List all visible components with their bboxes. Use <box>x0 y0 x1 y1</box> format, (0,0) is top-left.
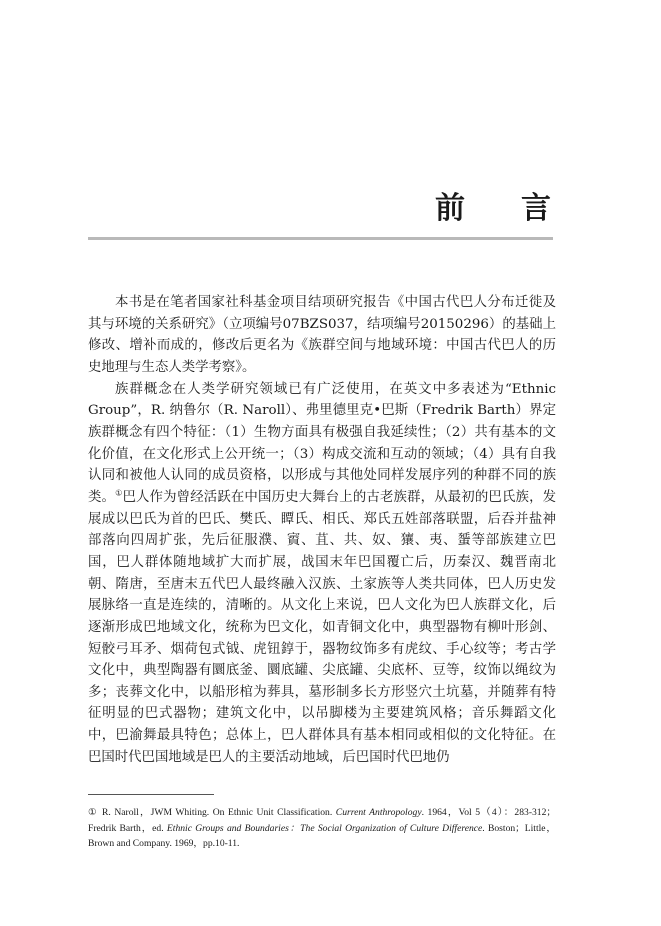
chapter-title: 前言 <box>435 191 607 226</box>
paragraph-2-part-b: 巴人作为曾经活跃在中国历史大舞台上的古老族群，从最初的巴氏族，发展成以巴氏为首的巴氏、樊氏、瞫氏、相氏、郑氏五姓部落联盟，后吞并盐神部落向四周扩张，先后征服濮、賨、苴、共、奴、獽、夷、蜑等部族建立巴国，巴人群体随地域扩大而扩展，战国末年巴国覆亡后，历秦汉、魏晋南北朝、隋唐，至唐末五代巴人最终融入汉族、土家族等人类共同体，巴人历史发展脉络一直是连续的，清晰的。从文化上来说，巴人文化为巴人族群文化，后逐渐形成巴地域文化，统称为巴文化，如青铜文化中，典型器物有柳叶形剑、短骹弓耳矛、烟荷包式钺、虎钮錞于，器物纹饰多有虎纹、手心纹等；考古学文化中，典型陶器有圜底釜、圜底罐、尖底罐、尖底杯、豆等，纹饰以绳纹为多；丧葬文化中，以船形棺为葬具，墓形制多长方形竖穴土坑墓，并随葬有特征明显的巴式器物；建筑文化中，以吊脚楼为主要建筑风格；音乐舞蹈文化中，巴渝舞最具特色；总体上，巴人群体具有基本相同或相似的文化特征。在巴国时代巴国地域是巴人的主要活动地域，后巴国时代巴地仍 <box>88 489 557 765</box>
footnote-mark: ① <box>88 807 97 818</box>
main-text <box>88 292 556 768</box>
footnote-citation-2: . 1964，Vol 5（4）：283-312；Fredrik Barth，ed. <box>88 807 556 834</box>
footnote-reference[interactable]: ① <box>115 488 123 498</box>
paragraph-1: 本书是在笔者国家社科基金项目结项研究报告《中国古代巴人分布迁徙及其与环境的关系研究》（立项编号07BZS037，结项编号20150296）的基础上修改、增补而成的，修改后更名为《族群空间与地域环境：中国古代巴人的历史地理与生态人类学考察》。 <box>88 295 556 375</box>
footnote-journal-title: Current Anthropology <box>335 807 422 818</box>
footnote-citation-1: R. Naroll，JWM Whiting. On Ethnic Unit Classification. <box>102 807 333 818</box>
footnote <box>88 805 556 852</box>
paragraph-2 <box>88 379 556 769</box>
footnote-book-title: Ethnic Groups and Boundaries：The Social Organization of Culture Difference <box>166 822 483 834</box>
paragraph-2-part-a: 族群概念在人类学研究领域已有广泛使用，在英文中多表述为“Ethnic Group”，R. 纳鲁尔（R. Naroll）、弗里德里克•巴斯（Fredrik Barth）界定族群概念有四个特征：（1）生物方面具有极强自我延续性；（2）共有基本的文化价值，在文化形式上公开统一；（3）构成交流和互动的领域；（4）具有自我认同和被他人认同的成员资格，以形成与其他处同样发展序列的种群不同的族类。 <box>88 381 556 505</box>
footnote-citation-3: . Boston；Little，Brown and Company. 1969，pp.10-11. <box>88 822 556 849</box>
chapter-heading <box>88 189 607 240</box>
footnote-divider <box>88 794 214 795</box>
